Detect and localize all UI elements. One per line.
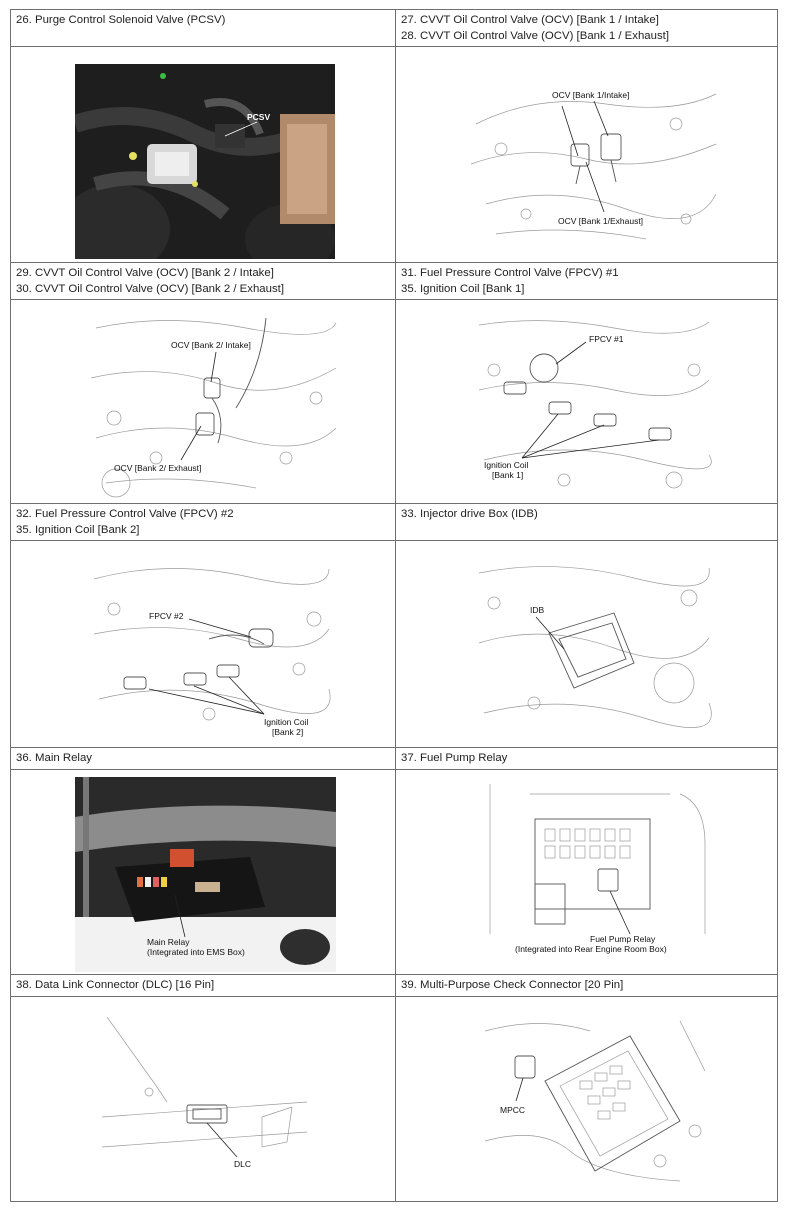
fuel-pump-relay-drawing	[480, 784, 712, 964]
ignition-coil-bank2-sub-label: [Bank 2]	[272, 727, 304, 737]
ignition-coil-bank2-label: Ignition Coil	[264, 717, 309, 727]
header-line: 36. Main Relay	[16, 752, 92, 764]
ocv-bank1-exhaust-label: OCV [Bank 1/Exhaust]	[558, 216, 644, 226]
image-cell	[395, 996, 778, 1202]
ocv-bank2-intake-label: OCV [Bank 2/ Intake]	[171, 340, 251, 350]
fpcv2-drawing	[89, 549, 334, 744]
ocv-bank2-exhaust-label: OCV [Bank 2/ Exhaust]	[114, 463, 202, 473]
fuel-pump-relay-graphic	[480, 784, 712, 964]
image-cell	[395, 769, 778, 975]
header-cell	[395, 262, 778, 300]
main-relay-sub-label: (Integrated into EMS Box)	[147, 947, 245, 957]
mpcc-label: MPCC	[500, 1105, 526, 1115]
header-cell	[10, 262, 396, 300]
mpcc-drawing	[480, 1011, 712, 1196]
header-line: 32. Fuel Pressure Control Valve (FPCV) #2	[16, 508, 234, 520]
header-line: 28. CVVT Oil Control Valve (OCV) [Bank 1 / Exhaust]	[401, 30, 669, 42]
image-cell	[395, 299, 778, 504]
pcsv-photo	[75, 64, 335, 259]
main-relay-photo	[75, 777, 336, 972]
header-line: 38. Data Link Connector (DLC) [16 Pin]	[16, 979, 215, 991]
fpcv1-drawing	[474, 310, 714, 500]
ignition-coil-bank1-label: Ignition Coil	[484, 460, 529, 470]
fpcv1-label: FPCV #1	[589, 334, 624, 344]
idb-label: IDB	[530, 605, 545, 615]
image-cell	[10, 46, 396, 263]
fuel-pump-relay-sub-label: (Integrated into Rear Engine Room Box)	[515, 944, 667, 954]
main-relay-label: Main Relay	[147, 937, 190, 947]
main-relay-photo-graphic	[75, 777, 336, 972]
header-cell	[10, 747, 396, 770]
fuel-pump-relay-label: Fuel Pump Relay	[590, 934, 656, 944]
header-cell	[10, 9, 396, 47]
ocv-bank1-intake-label: OCV [Bank 1/Intake]	[552, 90, 630, 100]
header-line: 35. Ignition Coil [Bank 1]	[401, 283, 525, 295]
pcsv-label: PCSV	[247, 112, 271, 122]
component-location-table	[10, 9, 778, 1202]
header-line: 27. CVVT Oil Control Valve (OCV) [Bank 1 / Intake]	[401, 14, 659, 26]
header-cell	[395, 9, 778, 47]
ocv-bank1-graphic	[466, 64, 721, 259]
dlc-label: DLC	[234, 1159, 252, 1169]
header-cell	[395, 503, 778, 541]
header-line: 35. Ignition Coil [Bank 2]	[16, 524, 140, 536]
image-cell	[10, 540, 396, 748]
header-line: 30. CVVT Oil Control Valve (OCV) [Bank 2 / Exhaust]	[16, 283, 284, 295]
ignition-coil-bank1-sub-label: [Bank 1]	[492, 470, 524, 480]
image-cell	[10, 996, 396, 1202]
ocv-bank1-drawing	[466, 64, 721, 259]
header-line: 37. Fuel Pump Relay	[401, 752, 508, 764]
mpcc-graphic	[480, 1011, 712, 1196]
header-line: 33. Injector drive Box (IDB)	[401, 508, 538, 520]
pcsv-photo-graphic	[75, 64, 335, 259]
ocv-bank2-drawing	[86, 308, 341, 500]
image-cell	[395, 540, 778, 748]
idb-graphic	[474, 553, 714, 743]
ocv-bank2-graphic	[86, 308, 341, 500]
header-cell	[10, 503, 396, 541]
header-line: 39. Multi-Purpose Check Connector [20 Pin]	[401, 979, 624, 991]
header-cell	[395, 747, 778, 770]
header-cell	[395, 974, 778, 997]
dlc-drawing	[97, 1017, 319, 1192]
image-cell	[395, 46, 778, 263]
header-cell	[10, 974, 396, 997]
idb-drawing	[474, 553, 714, 743]
header-line: 29. CVVT Oil Control Valve (OCV) [Bank 2 / Intake]	[16, 267, 274, 279]
header-line: 26. Purge Control Solenoid Valve (PCSV)	[16, 14, 226, 26]
image-cell	[10, 299, 396, 504]
dlc-graphic	[97, 1017, 319, 1192]
fpcv2-graphic	[89, 549, 334, 744]
image-cell	[10, 769, 396, 975]
fpcv1-graphic	[474, 310, 714, 500]
header-line: 31. Fuel Pressure Control Valve (FPCV) #1	[401, 267, 619, 279]
fpcv2-label: FPCV #2	[149, 611, 184, 621]
